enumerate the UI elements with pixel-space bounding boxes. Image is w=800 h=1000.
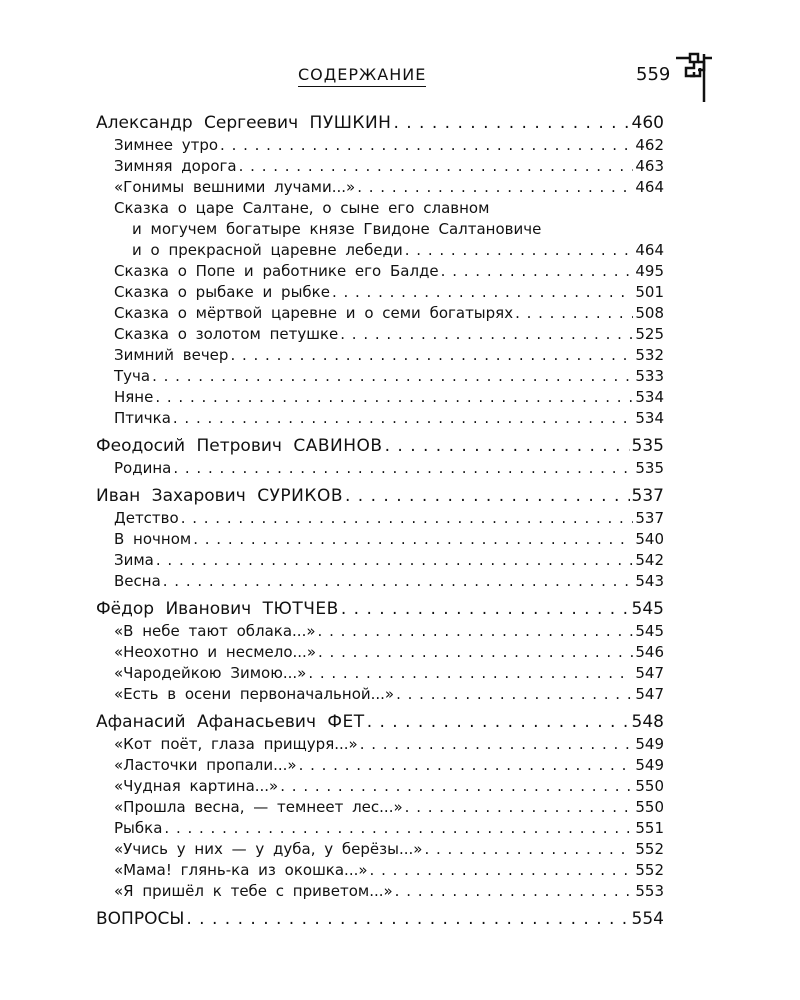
toc-item-title: Родина [114,459,172,477]
toc-item-row[interactable] [96,818,664,839]
page-ref: 537 [635,509,664,527]
toc-item-title: Няне [114,388,154,406]
dot-leader [173,408,633,429]
toc-item-title: Сказка о Попе и работнике его Балде [114,262,439,280]
toc-author-row[interactable] [96,597,664,621]
dot-leader [164,818,633,839]
toc-item-title: Детство [114,509,179,527]
author-name: Александр Сергеевич [96,113,299,133]
toc-item-row[interactable] [96,303,664,324]
toc-item-row[interactable] [96,529,664,550]
dot-leader [395,881,634,902]
page-ref: 495 [635,262,664,280]
dot-leader [385,434,630,458]
toc-questions-row[interactable] [96,907,664,931]
toc-item-title: «Кот поёт, глаза прищуря...» [114,735,358,753]
dot-leader [332,282,633,303]
page-ref: 532 [635,346,664,364]
author-surname: СУРИКОВ [257,486,343,506]
page-ref: 508 [635,304,664,322]
toc-item-title: Зимний вечер [114,346,229,364]
corner-ornament-icon [676,50,716,106]
page-number: 559 [636,64,671,85]
page-ref: 552 [635,861,664,879]
page-ref: 534 [635,388,664,406]
toc-author-row[interactable] [96,111,664,135]
dot-leader [155,387,633,408]
toc-item-row[interactable] [96,240,664,261]
page-title: СОДЕРЖАНИЕ [298,66,426,87]
toc-item-row[interactable] [96,345,664,366]
toc-item-row[interactable] [96,881,664,902]
dot-leader [156,550,633,571]
page-ref: 537 [631,486,664,506]
toc-item-title: «Гонимы вешними лучами...» [114,178,356,196]
toc-item-title: Сказка о золотом петушке [114,325,339,343]
dot-leader [396,684,633,705]
page-ref: 545 [635,622,664,640]
page-ref: 543 [635,572,664,590]
toc-item-title: «Я пришёл к тебе с приветом...» [114,882,393,900]
toc-item-title: Сказка о рыбаке и рыбке [114,283,330,301]
toc-item-row[interactable] [96,642,664,663]
author-surname: ТЮТЧЕВ [262,599,339,619]
dot-leader [405,240,634,261]
toc-item-row[interactable] [96,839,664,860]
page-ref: 540 [635,530,664,548]
toc-item-row[interactable] [96,366,664,387]
dot-leader [405,797,634,818]
page-ref: 552 [635,840,664,858]
dot-leader [345,484,630,508]
page-ref: 533 [635,367,664,385]
dot-leader [230,345,633,366]
toc-item-title: «Прошла весна, — темнеет лес...» [114,798,403,816]
dot-leader [515,303,633,324]
dot-leader [370,860,634,881]
toc-item-line[interactable] [96,219,664,240]
toc-item-row[interactable] [96,776,664,797]
toc-item-title: Сказка о мёртвой царевне и о семи богатырях [114,304,514,322]
toc-item-row[interactable] [96,734,664,755]
toc-item-title-line2: и могучем богатыре князе Гвидоне Салтановиче [132,220,542,238]
dot-leader [152,366,633,387]
toc-item-row[interactable] [96,156,664,177]
page-ref: 545 [631,599,664,619]
dot-leader [308,663,633,684]
dot-leader [318,621,634,642]
toc-item-row[interactable] [96,177,664,198]
toc-item-title: Зимняя дорога [114,157,237,175]
toc-author-row[interactable] [96,484,664,508]
toc-item-row[interactable] [96,663,664,684]
dot-leader [341,597,630,621]
toc-author-row[interactable] [96,710,664,734]
author-name: Феодосий Петрович [96,436,282,456]
page-ref: 550 [635,777,664,795]
toc-item-title-line1: Сказка о царе Салтане, о сыне его славном [114,199,490,217]
dot-leader [280,776,633,797]
dot-leader [181,508,634,529]
dot-leader [193,529,633,550]
toc-item-title: Зимнее утро [114,136,219,154]
author-surname: САВИНОВ [293,436,383,456]
page-ref: 551 [635,819,664,837]
author-surname: ПУШКИН [309,113,392,133]
toc-item-title: «Чудная картина...» [114,777,279,795]
page-ref: 460 [631,113,664,133]
author-name: Афанасий Афанасьевич [96,712,317,732]
questions-title: ВОПРОСЫ [96,909,185,929]
dot-leader [186,907,629,931]
toc-item-row[interactable] [96,508,664,529]
page-ref: 549 [635,735,664,753]
dot-leader [163,571,634,592]
toc-item-title: Птичка [114,409,171,427]
page-ref: 554 [631,909,664,929]
dot-leader [173,458,633,479]
page-ref: 550 [635,798,664,816]
page-ref: 534 [635,409,664,427]
page-ref: 463 [635,157,664,175]
dot-leader [220,135,633,156]
page-ref: 547 [635,664,664,682]
page-ref: 548 [631,712,664,732]
page-ref: 535 [631,436,664,456]
page-ref: 525 [635,325,664,343]
page-ref: 547 [635,685,664,703]
dot-leader [299,755,634,776]
toc-item-title: Рыбка [114,819,163,837]
dot-leader [393,111,629,135]
dot-leader [367,710,630,734]
page-ref: 535 [635,459,664,477]
page-ref: 464 [635,241,664,259]
toc-item-title: В ночном [114,530,192,548]
page-ref: 462 [635,136,664,154]
toc-item-row[interactable] [96,261,664,282]
toc-item-title: «Есть в осени первоначальной...» [114,685,395,703]
toc-item-row[interactable] [96,282,664,303]
toc-item-row[interactable] [96,755,664,776]
toc-item-title: «В небе тают облака...» [114,622,316,640]
dot-leader [239,156,634,177]
author-name: Фёдор Иванович [96,599,252,619]
dot-leader [318,642,633,663]
toc-item-row[interactable] [96,408,664,429]
author-name: Иван Захарович [96,486,246,506]
toc-item-title: Весна [114,572,161,590]
toc-item-row[interactable] [96,550,664,571]
page-ref: 549 [635,756,664,774]
dot-leader [357,177,633,198]
page-ref: 553 [635,882,664,900]
toc-item-title: «Мама! глянь-ка из окошка...» [114,861,368,879]
table-of-contents [96,111,664,931]
toc-item-title: Зима [114,551,154,569]
page-ref: 546 [635,643,664,661]
page-ref: 501 [635,283,664,301]
toc-item-title: Туча [114,367,151,385]
toc-item-row[interactable] [96,797,664,818]
toc-item-title: «Чародейкою Зимою...» [114,664,307,682]
author-surname: ФЕТ [327,712,365,732]
dot-leader [340,324,633,345]
toc-item-line[interactable] [96,198,664,219]
toc-item-title: «Ласточки пропали...» [114,756,297,774]
toc-item-row[interactable] [96,621,664,642]
toc-item-row[interactable] [96,860,664,881]
toc-item-title: «Неохотно и несмело...» [114,643,316,661]
toc-item-row[interactable] [96,684,664,705]
toc-item-row[interactable] [96,324,664,345]
toc-item-row[interactable] [96,571,664,592]
dot-leader [360,734,634,755]
toc-item-row[interactable] [96,135,664,156]
page-ref: 542 [635,551,664,569]
page-ref: 464 [635,178,664,196]
toc-item-row[interactable] [96,387,664,408]
dot-leader [441,261,634,282]
toc-author-row[interactable] [96,434,664,458]
toc-item-title-line3: и о прекрасной царевне лебеди [132,241,403,259]
toc-item-title: «Учись у них — у дуба, у берёзы...» [114,840,423,858]
dot-leader [424,839,633,860]
toc-item-row[interactable] [96,458,664,479]
